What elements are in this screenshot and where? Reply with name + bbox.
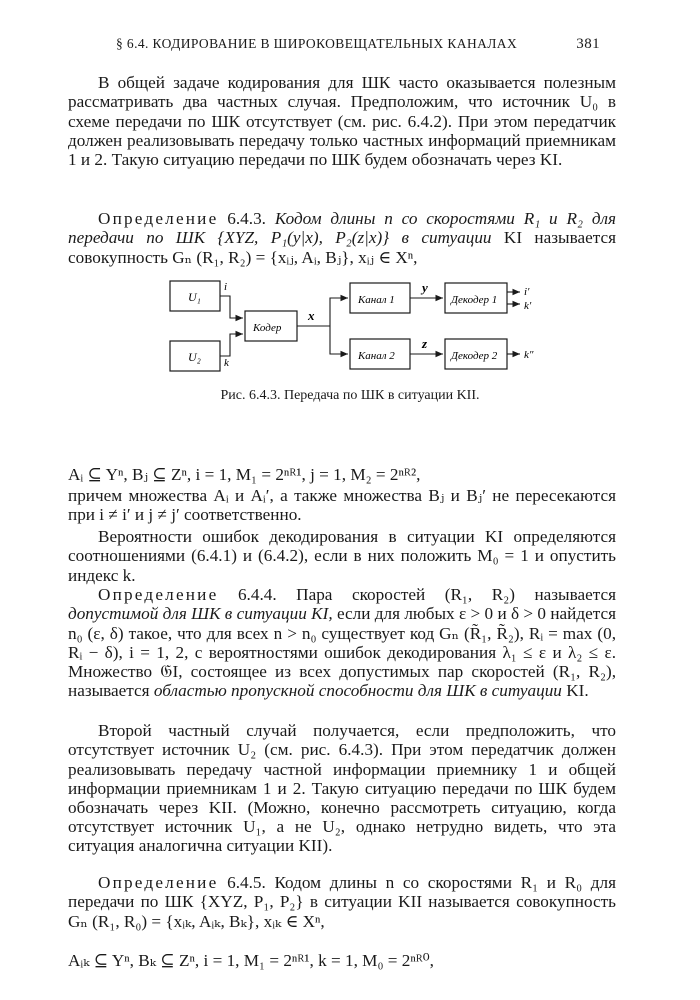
paragraph-disjoint: причем множества Aᵢ и Aᵢ′, а также множества Bⱼ и Bⱼ′ не пересекаются при i ≠ i′ и j ≠ j′ соответственно.	[68, 486, 616, 525]
definition-6-4-4	[68, 585, 616, 700]
z-signal-label: z	[422, 336, 428, 351]
output-i-prime-label: i′	[524, 286, 530, 298]
decoder2-label: Декодер 2	[451, 350, 498, 362]
decoder1-label: Декодер 1	[451, 294, 498, 306]
page-header	[116, 36, 600, 58]
output-k-prime-label: k′	[524, 300, 532, 312]
to-channel2-arrow	[330, 326, 348, 354]
definition-italic-admissible: допустимой для ШК в ситуации KI,	[68, 604, 333, 624]
to-channel1-arrow	[330, 298, 348, 326]
page-number: 381	[576, 36, 600, 52]
source-u1-label: U₁	[188, 290, 201, 304]
definition-number: 6.4.5.	[227, 873, 266, 893]
y-signal-label: y	[422, 280, 428, 295]
definition-6-4-5	[68, 873, 616, 931]
definition-6-4-3	[68, 209, 616, 267]
paragraph-second-case: Второй частный случай получается, если предположить, что отсутствует источник U₂ (см. рис. 6.4.3). При этом передатчик должен реализовывать передачу частной информации приемнику 1 и общей информации приемникам 1 и 2. Такую ситуацию передачи по ШК будем обозначать через KII. (Можно, конечно рассмотреть ситуацию, когда отсутствует источник U₁, а не U₂, однако нетрудно видеть, что эта ситуация аналогична ситуации KII).	[68, 721, 616, 856]
formula-sets-ki: Aᵢ ⊆ Yⁿ, Bⱼ ⊆ Zⁿ, i = 1, M₁ = 2ⁿᴿ¹, j = 1, M₂ = 2ⁿᴿ²,	[68, 465, 421, 485]
definition-label: Определение	[98, 873, 219, 893]
channel1-label: Канал 1	[358, 294, 395, 306]
definition-text-part2: если для любых ε > 0 и δ > 0 найдется n₀ (ε, δ) такое, что для всех n > n₀ существует код Gₙ (R̃₁, R̃₂), Rᵢ = max (0, Rᵢ − δ), i = 1, 2, с вероятностями ошибок декодирования λ₁ ≤ ε и λ₂ ≤ ε. Множество 𝔊I, состоящее из всех допустимых пар скоростей (R₁, R₂), называется	[68, 604, 617, 701]
coder-label: Кодер	[253, 322, 282, 334]
source1-arrow	[220, 296, 243, 318]
source2-arrow	[220, 334, 243, 356]
paragraph-error-probabilities: Вероятности ошибок декодирования в ситуации KI определяются соотношениями (6.4.1) и (6.4.2), если в них положить M₀ = 1 и опустить индекс k.	[68, 527, 616, 585]
definition-label: Определение	[98, 209, 219, 229]
definition-text: KI называется совокупность Gₙ (R₁, R₂) = {xᵢⱼ, Aᵢ, Bⱼ}, xᵢⱼ ∈ Xⁿ,	[68, 228, 616, 267]
definition-italic-text: Кодом длины n со скоростями R₁ и R₂ для передачи по ШК {XYZ, P₁(y|x), P₂(z|x)} в ситуации	[68, 209, 617, 248]
figure-6-4-3-diagram	[150, 268, 550, 383]
input-k-label: k	[224, 357, 229, 369]
definition-text-part1: Пара скоростей (R₁, R₂) называется	[296, 585, 617, 605]
paragraph-intro: В общей задаче кодирования для ШК часто оказывается полезным рассматривать два частных случая. Предположим, что источник U₀ в схеме передачи по ШК отсутствует (см. рис. 6.4.2). При этом передатчик должен реализовывать передачу только частных информаций приемникам 1 и 2. Такую ситуацию передачи по ШК будем обозначать через KI.	[68, 73, 616, 169]
definition-number: 6.4.4.	[237, 585, 277, 605]
x-signal-label: x	[308, 308, 315, 323]
output-k-double-prime-label: k″	[524, 349, 534, 361]
definition-number: 6.4.3.	[227, 209, 266, 229]
source-u2-label: U₂	[188, 350, 201, 364]
figure-caption: Рис. 6.4.3. Передача по ШК в ситуации KII.	[220, 388, 480, 403]
definition-text: Кодом длины n со скоростями R₁ и R₀ для передачи по ШК {XYZ, P₁, P₂} в ситуации KII называется совокупность Gₙ (R₁, R₀) = {xᵢₖ, Aᵢₖ, Bₖ}, xᵢₖ ∈ Xⁿ,	[68, 873, 616, 931]
formula-sets-kii: Aᵢₖ ⊆ Yⁿ, Bₖ ⊆ Zⁿ, i = 1, M₁ = 2ⁿᴿ¹, k = 1, M₀ = 2ⁿᴿ⁰,	[68, 951, 434, 971]
channel2-label: Канал 2	[358, 350, 395, 362]
running-title: § 6.4. КОДИРОВАНИЕ В ШИРОКОВЕЩАТЕЛЬНЫХ КАНАЛАХ	[116, 36, 518, 51]
definition-italic-capacity-region: областью пропускной способности для ШК в ситуации	[153, 681, 562, 701]
input-i-label: i	[224, 281, 228, 293]
definition-label: Определение	[98, 585, 219, 605]
definition-text-part3: KI.	[566, 681, 589, 701]
